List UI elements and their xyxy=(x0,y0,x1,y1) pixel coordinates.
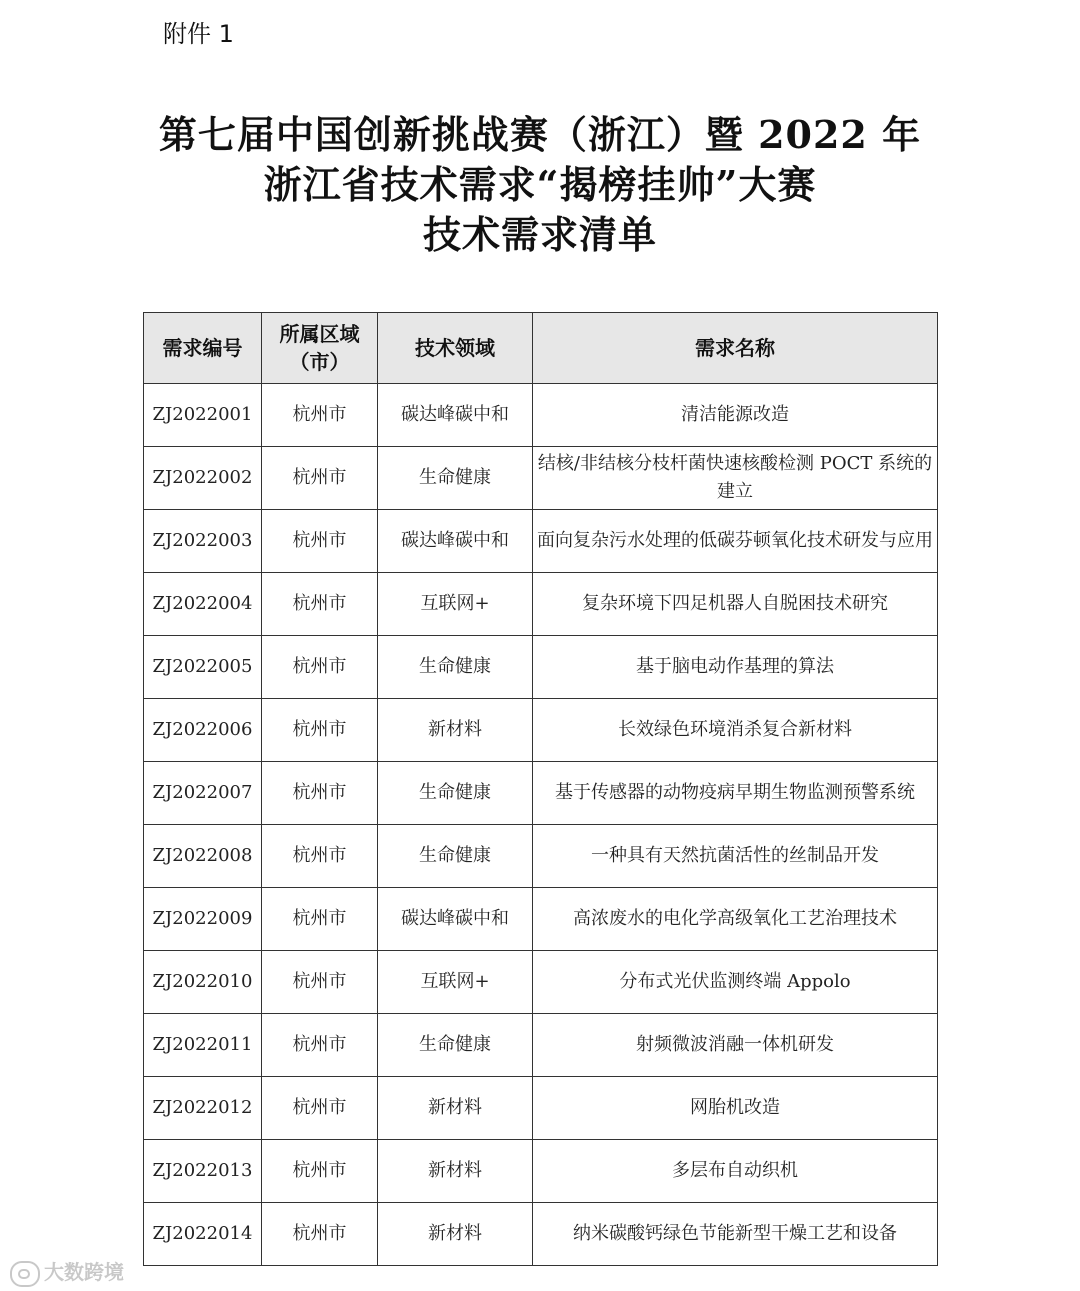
table-row xyxy=(144,1203,938,1266)
cell-region: 杭州市 xyxy=(262,825,378,888)
cell-field: 生命健康 xyxy=(378,825,533,888)
cell-field: 生命健康 xyxy=(378,636,533,699)
watermark-logo-icon xyxy=(10,1261,40,1287)
cell-id: ZJ2022002 xyxy=(144,447,262,510)
table-row xyxy=(144,384,938,447)
cell-id: ZJ2022011 xyxy=(144,1014,262,1077)
title-line-2: 浙江省技术需求“揭榜挂帅”大赛 xyxy=(263,162,817,207)
cell-id: ZJ2022005 xyxy=(144,636,262,699)
cell-region: 杭州市 xyxy=(262,1014,378,1077)
cell-region: 杭州市 xyxy=(262,573,378,636)
table-row xyxy=(144,825,938,888)
cell-id: ZJ2022013 xyxy=(144,1140,262,1203)
table-row xyxy=(144,888,938,951)
cell-name: 高浓废水的电化学高级氧化工艺治理技术 xyxy=(533,888,938,951)
header-region-line1: 所属区域 xyxy=(279,322,360,346)
cell-name: 复杂环境下四足机器人自脱困技术研究 xyxy=(533,573,938,636)
table-header xyxy=(144,313,938,384)
cell-name: 分布式光伏监测终端 Appolo xyxy=(533,951,938,1014)
table-row xyxy=(144,1077,938,1140)
cell-id: ZJ2022009 xyxy=(144,888,262,951)
cell-region: 杭州市 xyxy=(262,762,378,825)
table-row xyxy=(144,447,938,510)
table-row xyxy=(144,636,938,699)
attachment-label: 附件 1 xyxy=(163,20,234,48)
cell-name: 纳米碳酸钙绿色节能新型干燥工艺和设备 xyxy=(533,1203,938,1266)
cell-id: ZJ2022008 xyxy=(144,825,262,888)
header-region xyxy=(262,313,378,384)
cell-region: 杭州市 xyxy=(262,1140,378,1203)
cell-name: 长效绿色环境消杀复合新材料 xyxy=(533,699,938,762)
cell-field: 碳达峰碳中和 xyxy=(378,888,533,951)
cell-region: 杭州市 xyxy=(262,888,378,951)
watermark-text: 大数跨境 xyxy=(44,1260,124,1284)
cell-field: 新材料 xyxy=(378,1203,533,1266)
cell-field: 新材料 xyxy=(378,1140,533,1203)
cell-id: ZJ2022006 xyxy=(144,699,262,762)
table-row xyxy=(144,510,938,573)
cell-field: 新材料 xyxy=(378,1077,533,1140)
cell-region: 杭州市 xyxy=(262,447,378,510)
cell-field: 生命健康 xyxy=(378,447,533,510)
cell-field: 互联网+ xyxy=(378,951,533,1014)
cell-name: 结核/非结核分枝杆菌快速核酸检测 POCT 系统的建立 xyxy=(533,447,938,510)
header-name: 需求名称 xyxy=(533,313,938,384)
cell-name: 基于脑电动作基理的算法 xyxy=(533,636,938,699)
cell-region: 杭州市 xyxy=(262,1077,378,1140)
cell-field: 生命健康 xyxy=(378,762,533,825)
cell-id: ZJ2022004 xyxy=(144,573,262,636)
table-row xyxy=(144,573,938,636)
cell-region: 杭州市 xyxy=(262,951,378,1014)
cell-id: ZJ2022012 xyxy=(144,1077,262,1140)
cell-name: 射频微波消融一体机研发 xyxy=(533,1014,938,1077)
table-row xyxy=(144,699,938,762)
header-id: 需求编号 xyxy=(144,313,262,384)
table-row xyxy=(144,762,938,825)
cell-region: 杭州市 xyxy=(262,636,378,699)
cell-region: 杭州市 xyxy=(262,699,378,762)
document-title xyxy=(0,110,1080,260)
cell-name: 面向复杂污水处理的低碳芬顿氧化技术研发与应用 xyxy=(533,510,938,573)
cell-field: 碳达峰碳中和 xyxy=(378,510,533,573)
title-line-3: 技术需求清单 xyxy=(422,212,657,257)
title-line-1: 第七届中国创新挑战赛（浙江）暨 2022 年 xyxy=(158,112,922,157)
header-field: 技术领域 xyxy=(378,313,533,384)
watermark xyxy=(10,1256,124,1287)
cell-id: ZJ2022010 xyxy=(144,951,262,1014)
cell-name: 基于传感器的动物疫病早期生物监测预警系统 xyxy=(533,762,938,825)
cell-field: 新材料 xyxy=(378,699,533,762)
cell-id: ZJ2022007 xyxy=(144,762,262,825)
cell-region: 杭州市 xyxy=(262,384,378,447)
table-body xyxy=(144,384,938,1266)
cell-id: ZJ2022014 xyxy=(144,1203,262,1266)
table-row xyxy=(144,951,938,1014)
cell-name: 网胎机改造 xyxy=(533,1077,938,1140)
table-row xyxy=(144,1014,938,1077)
header-region-line2: （市） xyxy=(289,350,350,374)
cell-region: 杭州市 xyxy=(262,510,378,573)
cell-field: 生命健康 xyxy=(378,1014,533,1077)
cell-id: ZJ2022001 xyxy=(144,384,262,447)
cell-name: 清洁能源改造 xyxy=(533,384,938,447)
cell-region: 杭州市 xyxy=(262,1203,378,1266)
cell-field: 互联网+ xyxy=(378,573,533,636)
cell-field: 碳达峰碳中和 xyxy=(378,384,533,447)
table-row xyxy=(144,1140,938,1203)
cell-name: 一种具有天然抗菌活性的丝制品开发 xyxy=(533,825,938,888)
cell-id: ZJ2022003 xyxy=(144,510,262,573)
requirements-table xyxy=(143,312,938,1266)
cell-name: 多层布自动织机 xyxy=(533,1140,938,1203)
